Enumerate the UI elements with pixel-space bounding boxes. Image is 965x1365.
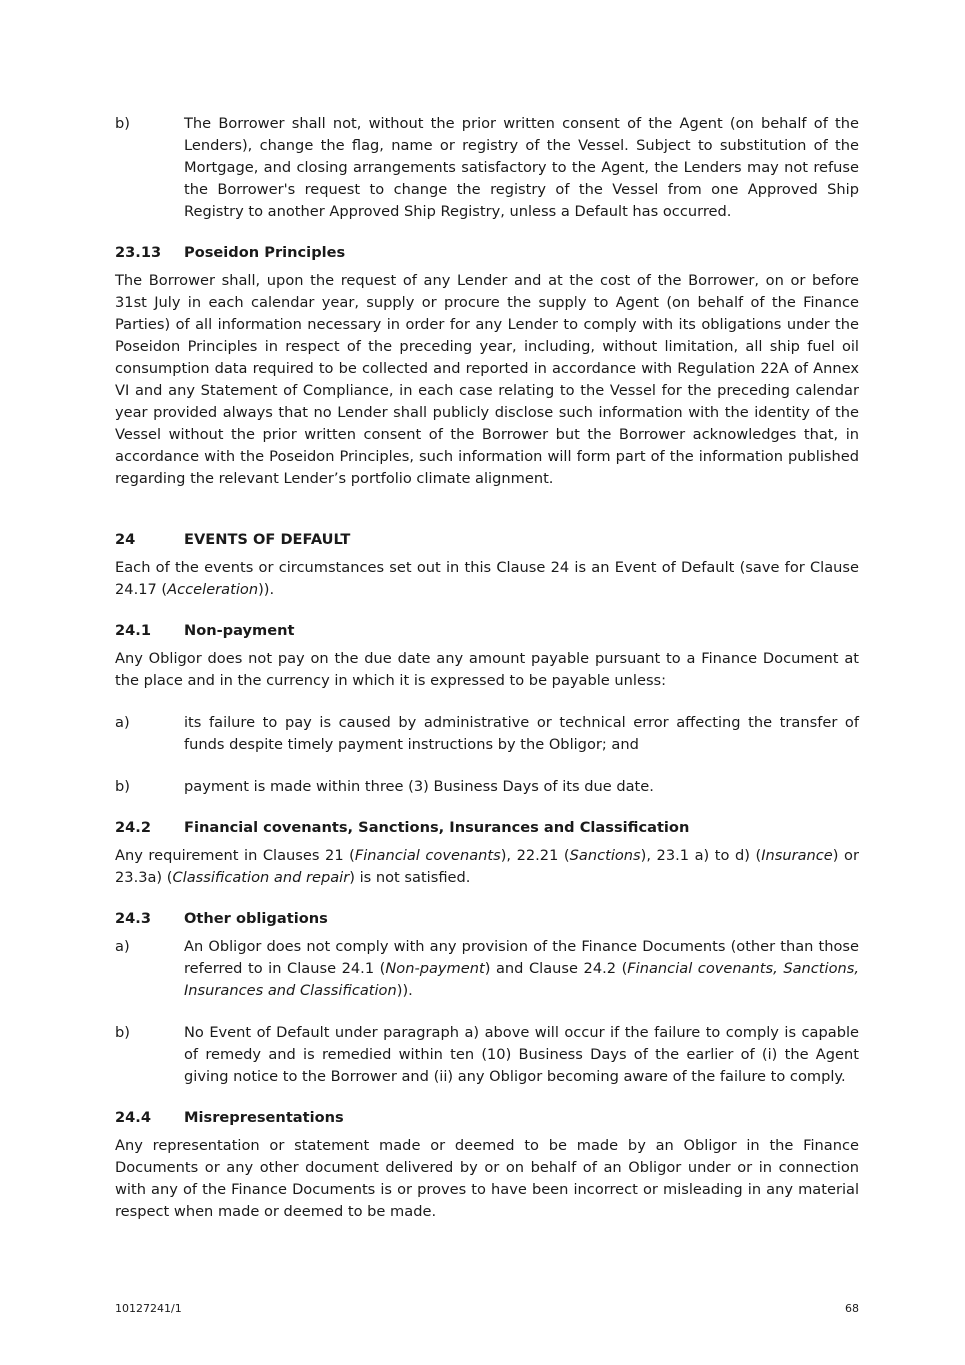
section-number: 23.13 — [115, 244, 162, 261]
item-label: a) — [115, 714, 130, 731]
non-payment-item-b — [115, 776, 859, 798]
item-text — [184, 936, 859, 1002]
section-number: 24.3 — [115, 910, 152, 927]
heading-24-1 — [115, 620, 859, 642]
paragraph-b-flag-registry — [115, 113, 859, 223]
non-payment-text: Any Obligor does not pay on the due date any amount payable pursuant to a Finance Document at the place and in the currency in which it is expressed to be payable unless: — [115, 650, 859, 689]
document-page — [115, 113, 859, 1223]
text-run-italic: Non-payment — [385, 960, 485, 977]
item-text: The Borrower shall not, without the prior written consent of the Agent (on behalf of the Lenders), change the flag, name or registry of the Vessel. Subject to substitution of the Mortgage, and closing arrangements satisfactory to the Agent, the Lenders may not refuse the Borrower's request to change the registry of the Vessel from one Approved Ship Registry to another Approved Ship Registry, unless a Default has occurred. — [184, 115, 859, 220]
text-run: Each of the events or circumstances set out in this Clause 24 is an Event of Default (save for Clause 24.17 ( — [115, 559, 859, 598]
poseidon-principles-text: The Borrower shall, upon the request of any Lender and at the cost of the Borrower, on or before 31st July in each calendar year, supply or procure the supply to Agent (on behalf of the Finance Parties) of all information necessary in order for any Lender to comply with its obligations under the Poseidon Principles in respect of the preceding year, including, without limitation, all ship fuel oil consumption data required to be collected and reported in accordance with Regulation 22A of Annex VI and any Statement of Compliance, in each case relating to the Vessel for the preceding calendar year provided always that no Lender shall publicly disclose such information with the identity of the Vessel without the prior written consent of the Borrower but the Borrower acknowledges that, in accordance with the Poseidon Principles, such information will form part of the information published regarding the relevant Lender’s portfolio climate alignment. — [115, 272, 859, 487]
section-title: Financial covenants, Sanctions, Insurances and Classification — [184, 819, 690, 836]
heading-23-13 — [115, 242, 859, 264]
section-number: 24.2 — [115, 819, 152, 836]
text-run: ) or 23.3a) ( — [115, 847, 859, 886]
page-number: 68 — [845, 1302, 859, 1315]
section-title: EVENTS OF DEFAULT — [184, 531, 351, 548]
text-run-italic: Acceleration — [167, 581, 259, 598]
item-label: b) — [115, 778, 130, 795]
misrepresentations-text: Any representation or statement made or deemed to be made by an Obligor in the Finance Documents or any other document delivered by or on behalf of an Obligor under or in connection with any of the Finance Documents is or proves to have been incorrect or misleading in any material respect when made or deemed to be made. — [115, 1137, 859, 1220]
heading-24-3 — [115, 908, 859, 930]
text-run: ), 22.21 ( — [500, 847, 570, 864]
section-title: Non-payment — [184, 622, 295, 639]
financial-covenants-text — [115, 845, 859, 889]
text-run-italic: Financial covenants — [354, 847, 501, 864]
other-obligations-item-a — [115, 936, 859, 1002]
item-text: No Event of Default under paragraph a) above will occur if the failure to comply is capable of remedy and is remedied within ten (10) Business Days of the earlier of (i) the Agent giving notice to the Borrower and (ii) any Obligor becoming aware of the failure to comply. — [184, 1024, 859, 1085]
text-run-italic: Sanctions — [569, 847, 641, 864]
section-number: 24.4 — [115, 1109, 152, 1126]
section-number: 24 — [115, 531, 136, 548]
text-run-italic: Financial covenants, Sanctions, Insurances and Classification — [184, 960, 859, 999]
text-run: ) is not satisfied. — [349, 869, 471, 886]
page-footer — [115, 1301, 859, 1317]
item-label: a) — [115, 938, 130, 955]
text-run: )). — [258, 581, 275, 598]
section-number: 24.1 — [115, 622, 152, 639]
text-run: An Obligor does not comply with any provision of the Finance Documents (other than those referred to in Clause 24.1 ( — [184, 938, 859, 977]
section-title: Other obligations — [184, 910, 328, 927]
section-title: Poseidon Principles — [184, 244, 346, 261]
heading-24 — [115, 529, 859, 551]
text-run: ) and Clause 24.2 ( — [484, 960, 628, 977]
text-run-italic: Classification and repair — [172, 869, 350, 886]
text-run: Any requirement in Clauses 21 ( — [115, 847, 355, 864]
text-run-italic: Insurance — [761, 847, 833, 864]
non-payment-item-a — [115, 712, 859, 756]
heading-24-2 — [115, 817, 859, 839]
section-title: Misrepresentations — [184, 1109, 344, 1126]
heading-24-4 — [115, 1107, 859, 1129]
document-reference: 10127241/1 — [115, 1302, 182, 1315]
text-run: )). — [396, 982, 413, 999]
other-obligations-item-b — [115, 1022, 859, 1088]
events-of-default-intro — [115, 557, 859, 601]
item-text: payment is made within three (3) Business Days of its due date. — [184, 778, 654, 795]
item-label: b) — [115, 1024, 130, 1041]
text-run: ), 23.1 a) to d) ( — [640, 847, 762, 864]
item-text: its failure to pay is caused by administrative or technical error affecting the transfer of funds despite timely payment instructions by the Obligor; and — [184, 714, 859, 753]
item-label: b) — [115, 115, 130, 132]
